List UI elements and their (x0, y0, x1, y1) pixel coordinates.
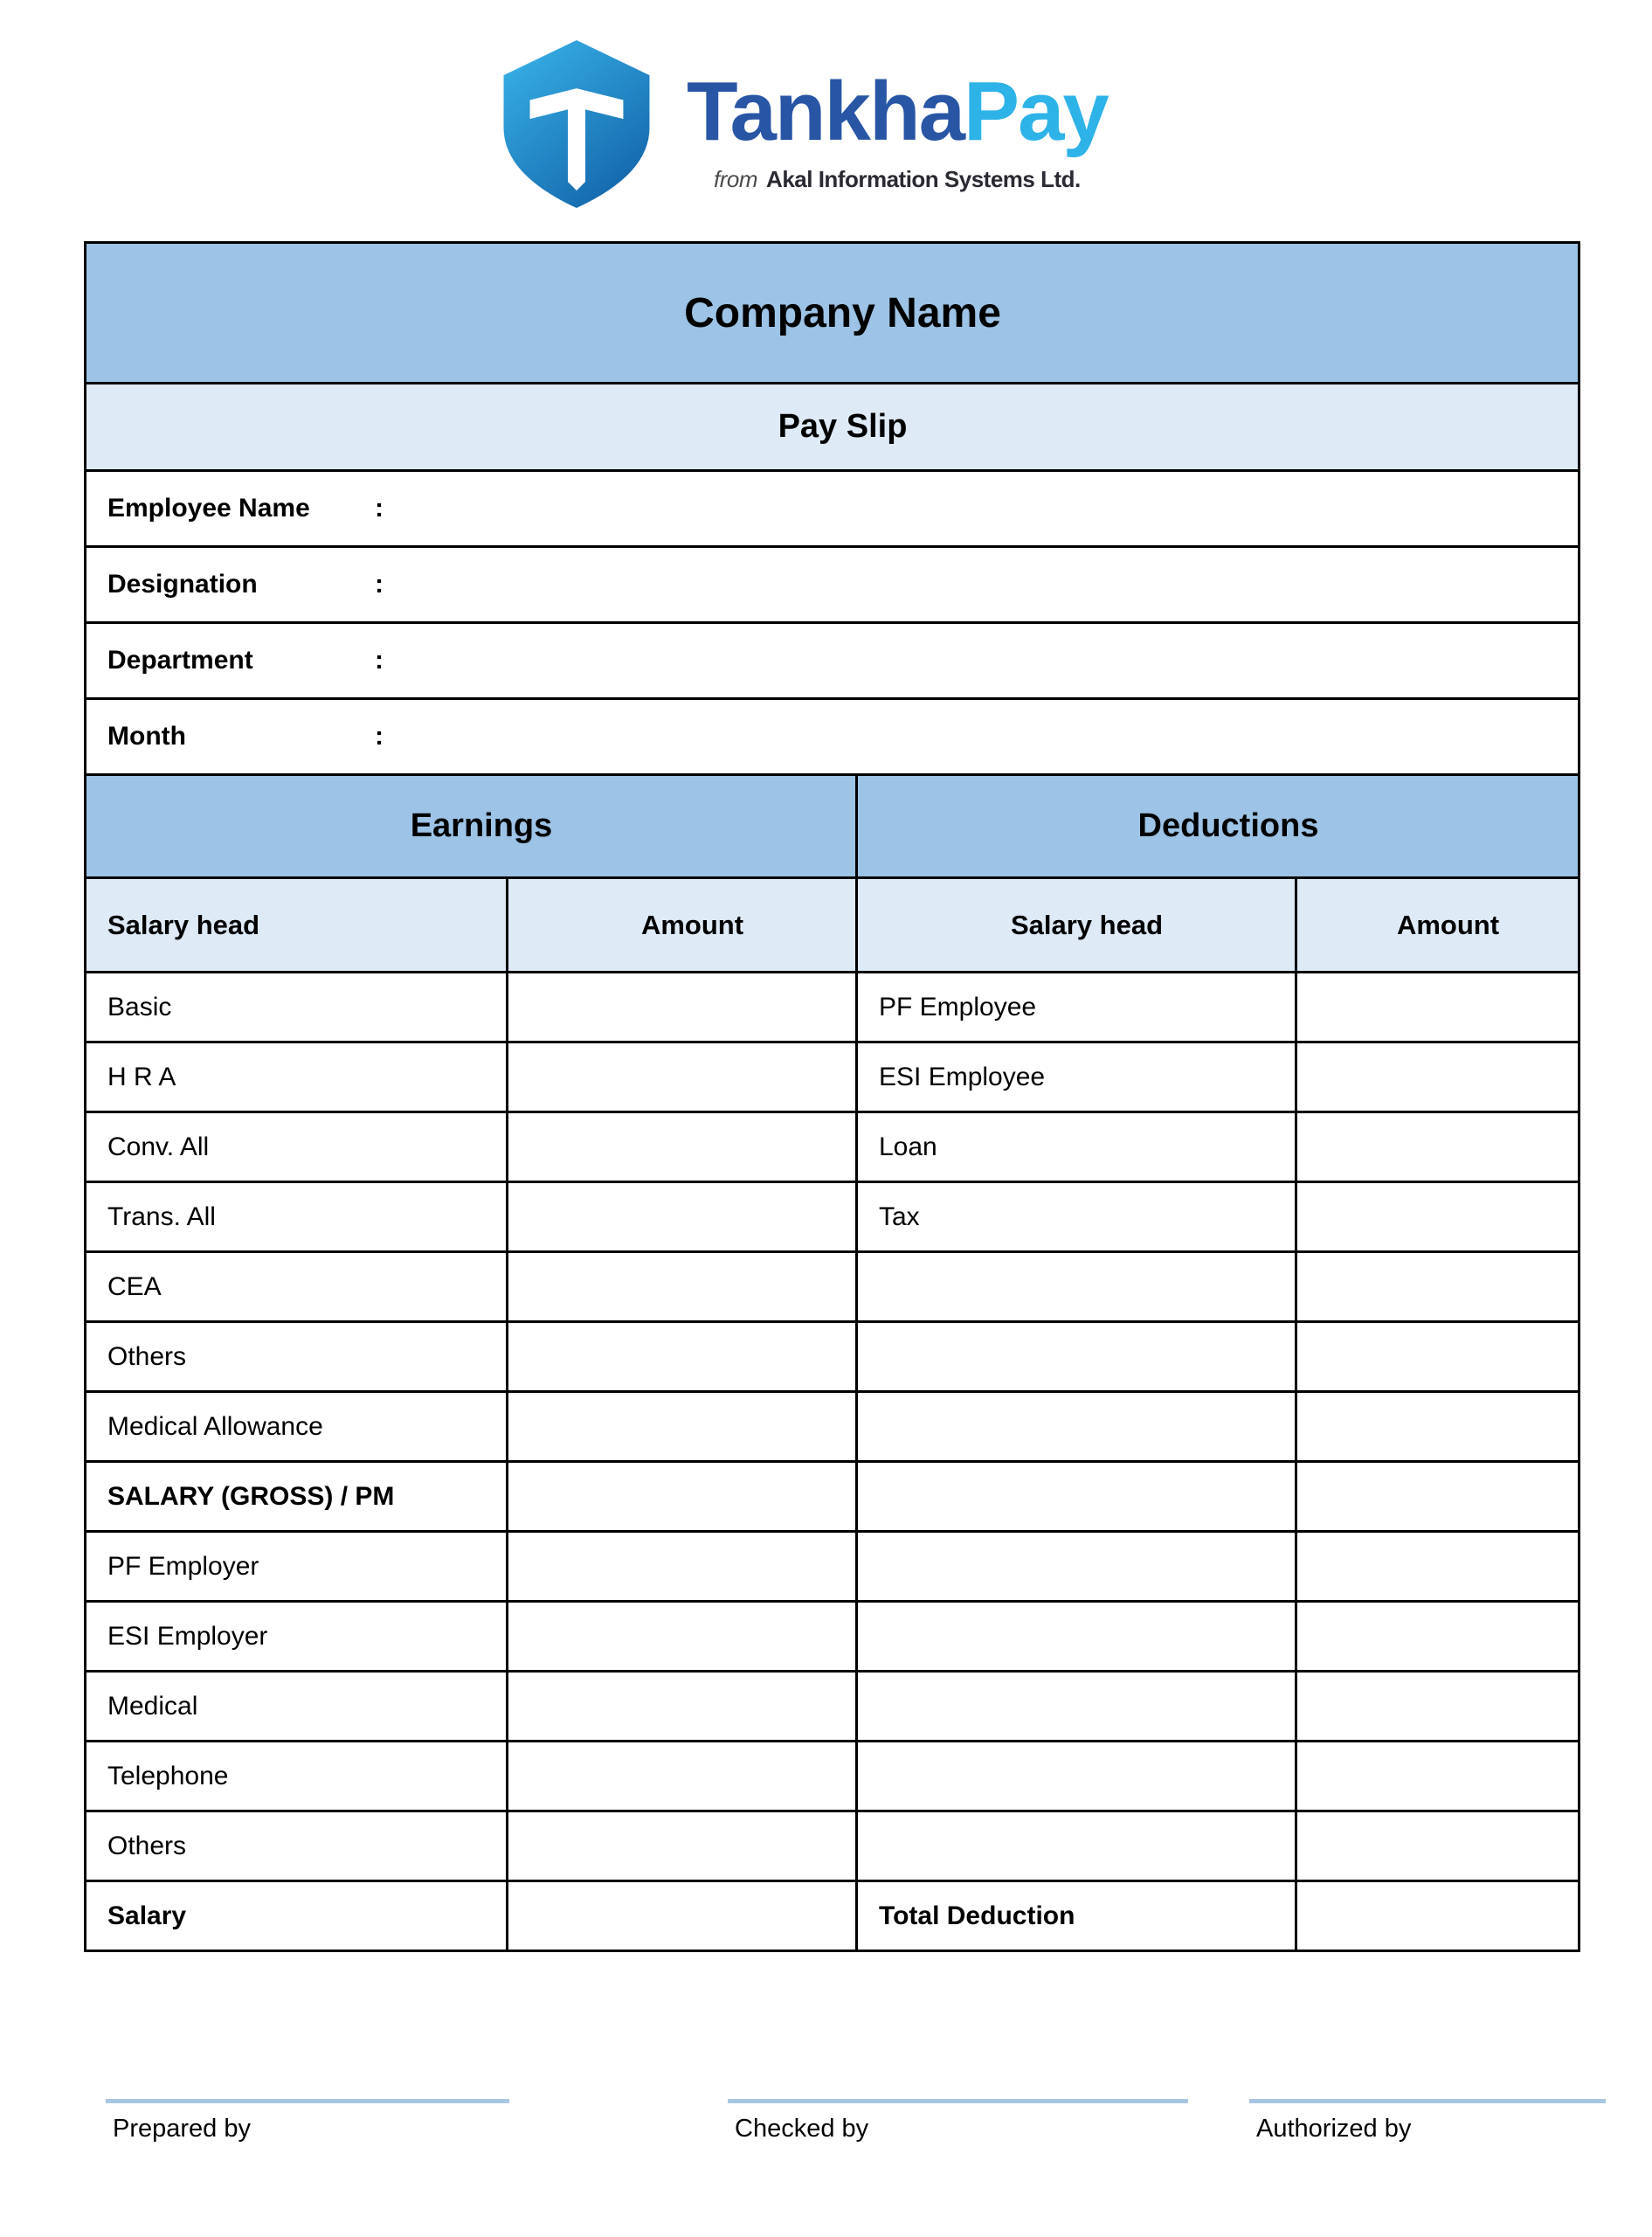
earning-label-cell: CEA (86, 1252, 508, 1322)
table-row (86, 1881, 1579, 1951)
deduction-label-cell (857, 1811, 1296, 1881)
deduction-label-cell (857, 1532, 1296, 1602)
earning-label-cell: Trans. All (86, 1182, 508, 1252)
table-row (86, 973, 1579, 1042)
deduction-amount-cell (1296, 973, 1579, 1042)
earning-amount-cell (508, 1392, 857, 1462)
table-row (86, 1462, 1579, 1532)
earning-label-cell: H R A (86, 1042, 508, 1112)
payslip-table (84, 241, 1580, 1952)
tagline-company: Akal Information Systems Ltd. (766, 166, 1081, 192)
department-label: Department (107, 646, 253, 675)
department-separator: : (375, 646, 384, 675)
deductions-amount-column-header: Amount (1296, 878, 1579, 973)
earning-amount-cell (508, 1742, 857, 1811)
deduction-amount-cell (1296, 1112, 1579, 1182)
signature-line (1249, 2099, 1606, 2103)
deduction-label-cell (857, 1742, 1296, 1811)
deductions-section-header: Deductions (857, 775, 1579, 878)
earnings-amount-column-header: Amount (508, 878, 857, 973)
earning-label-cell: Conv. All (86, 1112, 508, 1182)
deduction-label-cell: ESI Employee (857, 1042, 1296, 1112)
earning-label-cell: PF Employer (86, 1532, 508, 1602)
table-row (86, 1532, 1579, 1602)
earning-amount-cell (508, 973, 857, 1042)
deduction-amount-cell (1296, 1042, 1579, 1112)
deduction-amount-cell (1296, 1322, 1579, 1392)
month-row (86, 699, 1579, 775)
table-row (86, 1672, 1579, 1742)
deduction-amount-cell (1296, 1811, 1579, 1881)
month-field (86, 699, 1579, 775)
employee-name-separator: : (375, 494, 384, 523)
month-label: Month (107, 722, 186, 751)
earning-label-cell: Salary (86, 1881, 508, 1951)
earning-amount-cell (508, 1811, 857, 1881)
table-row (86, 1392, 1579, 1462)
section-header-row (86, 775, 1579, 878)
earning-label-cell: SALARY (GROSS) / PM (86, 1462, 508, 1532)
designation-separator: : (375, 570, 384, 599)
earning-amount-cell (508, 1881, 857, 1951)
deduction-amount-cell (1296, 1392, 1579, 1462)
brand-name-secondary: Pay (963, 65, 1108, 158)
signature-label: Authorized by (1256, 2115, 1412, 2143)
department-field (86, 623, 1579, 699)
deduction-amount-cell (1296, 1672, 1579, 1742)
table-row (86, 1252, 1579, 1322)
table-row (86, 1322, 1579, 1392)
signature-block-prepared-by (106, 2099, 509, 2144)
earning-amount-cell (508, 1042, 857, 1112)
designation-row (86, 547, 1579, 623)
signature-block-checked-by (728, 2099, 1188, 2144)
employee-name-field (86, 471, 1579, 547)
deduction-amount-cell (1296, 1182, 1579, 1252)
shield-with-hammer-t-icon (503, 40, 650, 208)
tankhapay-logo (503, 40, 1108, 208)
earning-amount-cell (508, 1602, 857, 1672)
company-name-header-row (86, 243, 1579, 384)
deduction-amount-cell (1296, 1252, 1579, 1322)
employee-name-row (86, 471, 1579, 547)
deduction-label-cell: Tax (857, 1182, 1296, 1252)
designation-label: Designation (107, 570, 258, 599)
deduction-amount-cell (1296, 1742, 1579, 1811)
month-separator: : (375, 722, 384, 751)
deduction-label-cell (857, 1462, 1296, 1532)
deduction-label-cell (857, 1602, 1296, 1672)
company-name-header: Company Name (86, 243, 1579, 384)
table-row (86, 1602, 1579, 1672)
column-header-row (86, 878, 1579, 973)
table-row (86, 1742, 1579, 1811)
deduction-label-cell (857, 1392, 1296, 1462)
table-row (86, 1042, 1579, 1112)
tagline-prefix: from (714, 166, 758, 192)
earning-amount-cell (508, 1532, 857, 1602)
brand-wordmark (687, 59, 1108, 164)
earning-label-cell: Telephone (86, 1742, 508, 1811)
designation-field (86, 547, 1579, 623)
deduction-label-cell: Loan (857, 1112, 1296, 1182)
earning-amount-cell (508, 1322, 857, 1392)
signature-label: Prepared by (113, 2115, 251, 2143)
signature-label: Checked by (735, 2115, 869, 2143)
table-row (86, 1112, 1579, 1182)
brand-tagline (714, 166, 1081, 193)
deduction-label-cell: PF Employee (857, 973, 1296, 1042)
table-row (86, 1811, 1579, 1881)
deduction-amount-cell (1296, 1532, 1579, 1602)
table-row (86, 1182, 1579, 1252)
payslip-title: Pay Slip (86, 384, 1579, 471)
deductions-salary-head-column-header: Salary head (857, 878, 1296, 973)
earning-amount-cell (508, 1182, 857, 1252)
deduction-label-cell (857, 1322, 1296, 1392)
earning-label-cell: Medical Allowance (86, 1392, 508, 1462)
brand-name-primary: Tankha (687, 65, 964, 158)
earning-label-cell: Basic (86, 973, 508, 1042)
earning-label-cell: ESI Employer (86, 1602, 508, 1672)
employee-name-label: Employee Name (107, 494, 310, 523)
earnings-salary-head-column-header: Salary head (86, 878, 508, 973)
payslip-title-row (86, 384, 1579, 471)
deduction-label-cell: Total Deduction (857, 1881, 1296, 1951)
earning-amount-cell (508, 1462, 857, 1532)
deduction-amount-cell (1296, 1602, 1579, 1672)
signature-line (728, 2099, 1188, 2103)
deduction-amount-cell (1296, 1881, 1579, 1951)
earnings-section-header: Earnings (86, 775, 857, 878)
deduction-label-cell (857, 1252, 1296, 1322)
deduction-amount-cell (1296, 1462, 1579, 1532)
earning-amount-cell (508, 1112, 857, 1182)
logo-text-block (687, 40, 1108, 193)
earning-label-cell: Medical (86, 1672, 508, 1742)
signature-block-authorized-by (1249, 2099, 1606, 2144)
earning-amount-cell (508, 1672, 857, 1742)
department-row (86, 623, 1579, 699)
earning-amount-cell (508, 1252, 857, 1322)
earning-label-cell: Others (86, 1322, 508, 1392)
deduction-label-cell (857, 1672, 1296, 1742)
signature-line (106, 2099, 509, 2103)
earning-label-cell: Others (86, 1811, 508, 1881)
